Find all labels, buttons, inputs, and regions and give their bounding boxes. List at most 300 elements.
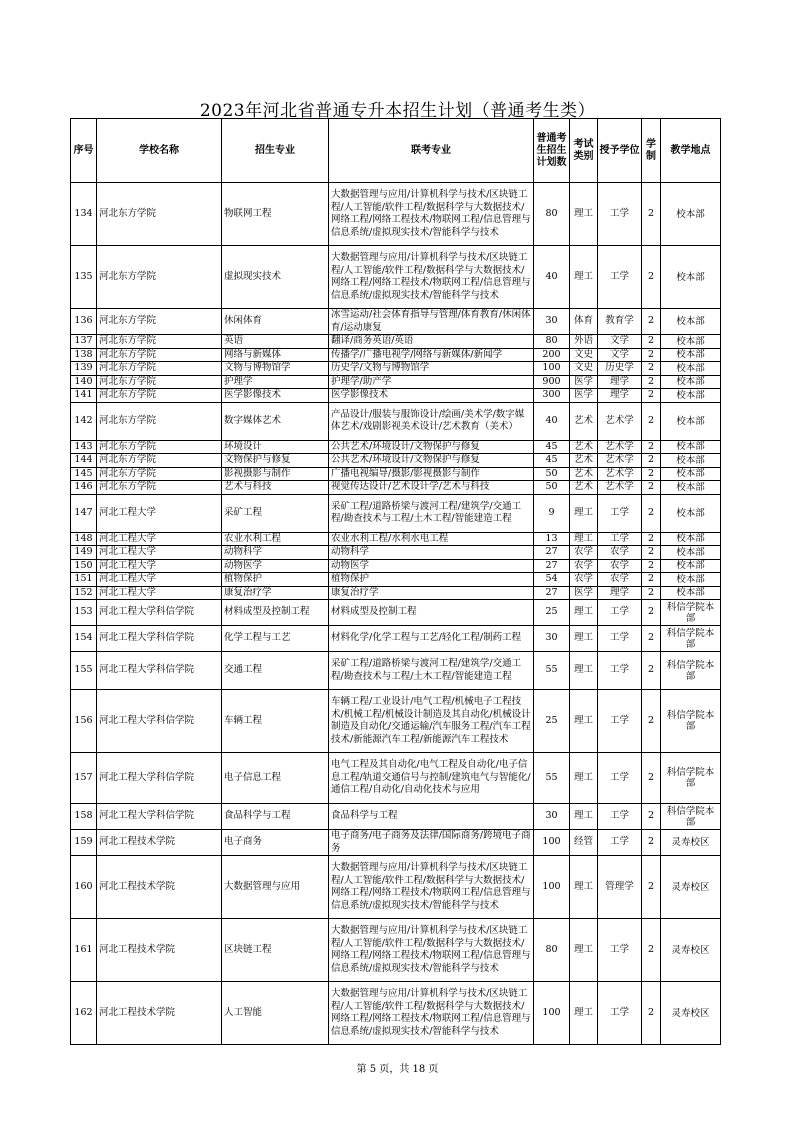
cell-location: 校本部	[661, 440, 721, 454]
cell-exam-category: 医学	[570, 389, 598, 403]
cell-plan-count: 9	[534, 494, 570, 532]
cell-location: 校本部	[661, 246, 721, 309]
cell-plan-count: 45	[534, 454, 570, 468]
cell-exam-majors: 大数据管理与应用/计算机科学与技术/区块链工程/人工智能/软件工程/数据科学与大数据技术/网络工程/网络工程技术/物联网工程/信息管理与信息系统/虚拟现实技术/智能科学与技术	[329, 982, 534, 1045]
cell-degree: 艺术学	[598, 467, 642, 481]
cell-years: 2	[642, 919, 661, 982]
cell-major: 化学工程与工艺	[222, 626, 329, 652]
cell-exam-majors: 广播电视编导/摄影/影视摄影与制作	[329, 467, 534, 481]
cell-exam-majors: 公共艺术/环境设计/文物保护与修复	[329, 440, 534, 454]
page-footer: 第 5 页，共 18 页	[356, 1064, 439, 1075]
cell-no: 153	[71, 600, 97, 626]
cell-major: 动物科学	[222, 546, 329, 560]
cell-years: 2	[642, 546, 661, 560]
cell-years: 2	[642, 335, 661, 349]
cell-location: 灵寿校区	[661, 856, 721, 919]
cell-degree: 农学	[598, 546, 642, 560]
cell-exam-majors: 采矿工程/道路桥梁与渡河工程/建筑学/交通工程/勘查技术与工程/土木工程/智能建造工程	[329, 652, 534, 690]
cell-years: 2	[642, 494, 661, 532]
cell-no: 142	[71, 402, 97, 440]
cell-major: 食品科学与工程	[222, 804, 329, 830]
header-school: 学校名称	[97, 119, 222, 183]
cell-location: 校本部	[661, 309, 721, 335]
cell-school: 河北工程大学	[97, 494, 222, 532]
cell-plan-count: 300	[534, 389, 570, 403]
cell-location: 校本部	[661, 375, 721, 389]
header-years: 学制	[642, 119, 661, 183]
cell-plan-count: 27	[534, 586, 570, 600]
cell-exam-majors: 车辆工程/工业设计/电气工程/机械电子工程技术/机械工程/机械设计制造及其自动化/机械设计制造及自动化/交通运输/汽车服务工程/汽车工程技术/新能源汽车工程/新能源汽车工程技术	[329, 690, 534, 753]
table-row	[71, 600, 721, 626]
header-exam-category: 考试类别	[570, 119, 598, 183]
cell-degree: 艺术学	[598, 481, 642, 495]
cell-exam-category: 理工	[570, 652, 598, 690]
cell-exam-category: 艺术	[570, 481, 598, 495]
cell-years: 2	[642, 559, 661, 573]
cell-location: 校本部	[661, 481, 721, 495]
cell-major: 文物保护与修复	[222, 454, 329, 468]
cell-degree: 工学	[598, 652, 642, 690]
cell-location: 科信学院本部	[661, 600, 721, 626]
cell-no: 146	[71, 481, 97, 495]
cell-years: 2	[642, 830, 661, 856]
cell-degree: 文学	[598, 348, 642, 362]
cell-years: 2	[642, 626, 661, 652]
cell-exam-majors: 大数据管理与应用/计算机科学与技术/区块链工程/人工智能/软件工程/数据科学与大数据技术/网络工程/网络工程技术/物联网工程/信息管理与信息系统/虚拟现实技术/智能科学与技术	[329, 183, 534, 246]
cell-exam-category: 艺术	[570, 402, 598, 440]
cell-plan-count: 50	[534, 481, 570, 495]
table-row	[71, 626, 721, 652]
cell-major: 医学影像技术	[222, 389, 329, 403]
table-row	[71, 753, 721, 804]
cell-exam-category: 艺术	[570, 440, 598, 454]
cell-exam-category: 理工	[570, 919, 598, 982]
cell-major: 动物医学	[222, 559, 329, 573]
cell-years: 2	[642, 856, 661, 919]
cell-no: 140	[71, 375, 97, 389]
cell-no: 147	[71, 494, 97, 532]
cell-no: 155	[71, 652, 97, 690]
cell-no: 141	[71, 389, 97, 403]
cell-exam-category: 文史	[570, 348, 598, 362]
cell-location: 科信学院本部	[661, 626, 721, 652]
table-row	[71, 982, 721, 1045]
cell-exam-majors: 电子商务/电子商务及法律/国际商务/跨境电子商务	[329, 830, 534, 856]
header-degree: 授予学位	[598, 119, 642, 183]
cell-plan-count: 100	[534, 982, 570, 1045]
cell-degree: 艺术学	[598, 440, 642, 454]
cell-plan-count: 30	[534, 804, 570, 830]
table-row	[71, 362, 721, 376]
cell-degree: 农学	[598, 559, 642, 573]
cell-exam-majors: 传播学/广播电视学/网络与新媒体/新闻学	[329, 348, 534, 362]
table-row	[71, 546, 721, 560]
cell-no: 150	[71, 559, 97, 573]
cell-no: 158	[71, 804, 97, 830]
cell-location: 校本部	[661, 532, 721, 546]
header-plan-count: 普通考生招生计划数	[534, 119, 570, 183]
cell-exam-category: 理工	[570, 753, 598, 804]
cell-location: 校本部	[661, 335, 721, 349]
cell-no: 134	[71, 183, 97, 246]
cell-degree: 工学	[598, 804, 642, 830]
cell-school: 河北工程大学科信学院	[97, 626, 222, 652]
cell-exam-majors: 历史学/文物与博物馆学	[329, 362, 534, 376]
cell-major: 护理学	[222, 375, 329, 389]
cell-school: 河北东方学院	[97, 440, 222, 454]
cell-degree: 理学	[598, 586, 642, 600]
cell-plan-count: 55	[534, 753, 570, 804]
cell-exam-category: 农学	[570, 546, 598, 560]
cell-location: 灵寿校区	[661, 919, 721, 982]
table-row	[71, 856, 721, 919]
cell-degree: 工学	[598, 494, 642, 532]
cell-location: 校本部	[661, 389, 721, 403]
cell-exam-majors: 采矿工程/道路桥梁与渡河工程/建筑学/交通工程/勘查技术与工程/土木工程/智能建造工程	[329, 494, 534, 532]
cell-plan-count: 80	[534, 335, 570, 349]
cell-school: 河北工程大学	[97, 586, 222, 600]
cell-exam-category: 理工	[570, 626, 598, 652]
cell-plan-count: 54	[534, 573, 570, 587]
table-row	[71, 309, 721, 335]
cell-plan-count: 80	[534, 919, 570, 982]
cell-school: 河北东方学院	[97, 481, 222, 495]
cell-years: 2	[642, 573, 661, 587]
cell-major: 区块链工程	[222, 919, 329, 982]
cell-school: 河北东方学院	[97, 335, 222, 349]
cell-exam-category: 文史	[570, 362, 598, 376]
table-header-row	[71, 119, 721, 183]
cell-plan-count: 13	[534, 532, 570, 546]
cell-exam-category: 理工	[570, 804, 598, 830]
cell-exam-majors: 植物保护	[329, 573, 534, 587]
cell-years: 2	[642, 532, 661, 546]
cell-years: 2	[642, 467, 661, 481]
cell-degree: 工学	[598, 626, 642, 652]
page-title: 2023年河北省普通专升本招生计划（普通考生类）	[199, 101, 596, 121]
cell-degree: 农学	[598, 573, 642, 587]
table-body	[71, 183, 721, 1045]
cell-exam-category: 医学	[570, 375, 598, 389]
cell-exam-category: 理工	[570, 600, 598, 626]
cell-major: 英语	[222, 335, 329, 349]
cell-no: 148	[71, 532, 97, 546]
cell-no: 139	[71, 362, 97, 376]
cell-no: 162	[71, 982, 97, 1045]
cell-major: 艺术与科技	[222, 481, 329, 495]
cell-no: 144	[71, 454, 97, 468]
cell-school: 河北工程大学	[97, 559, 222, 573]
table-row	[71, 559, 721, 573]
table-row	[71, 246, 721, 309]
cell-major: 虚拟现实技术	[222, 246, 329, 309]
table-row	[71, 454, 721, 468]
cell-no: 145	[71, 467, 97, 481]
table-row	[71, 830, 721, 856]
cell-school: 河北工程技术学院	[97, 856, 222, 919]
cell-location: 校本部	[661, 454, 721, 468]
cell-exam-majors: 护理学/助产学	[329, 375, 534, 389]
cell-years: 2	[642, 309, 661, 335]
cell-school: 河北东方学院	[97, 454, 222, 468]
cell-exam-majors: 大数据管理与应用/计算机科学与技术/区块链工程/人工智能/软件工程/数据科学与大数据技术/网络工程/网络工程技术/物联网工程/信息管理与信息系统/虚拟现实技术/智能科学与技术	[329, 919, 534, 982]
cell-exam-category: 外语	[570, 335, 598, 349]
table-row	[71, 440, 721, 454]
cell-years: 2	[642, 183, 661, 246]
cell-exam-category: 农学	[570, 559, 598, 573]
cell-plan-count: 45	[534, 440, 570, 454]
cell-school: 河北东方学院	[97, 389, 222, 403]
cell-exam-majors: 康复治疗学	[329, 586, 534, 600]
cell-degree: 管理学	[598, 856, 642, 919]
cell-no: 157	[71, 753, 97, 804]
cell-exam-majors: 医学影像技术	[329, 389, 534, 403]
cell-major: 交通工程	[222, 652, 329, 690]
cell-plan-count: 25	[534, 600, 570, 626]
cell-degree: 历史学	[598, 362, 642, 376]
cell-major: 影视摄影与制作	[222, 467, 329, 481]
cell-exam-category: 艺术	[570, 454, 598, 468]
cell-major: 大数据管理与应用	[222, 856, 329, 919]
cell-plan-count: 100	[534, 856, 570, 919]
cell-degree: 工学	[598, 600, 642, 626]
cell-location: 科信学院本部	[661, 804, 721, 830]
table-row	[71, 494, 721, 532]
cell-exam-majors: 电气工程及其自动化/电气工程及自动化/电子信息工程/轨道交通信号与控制/建筑电气与智能化/通信工程/自动化/自动化技术与应用	[329, 753, 534, 804]
table-row	[71, 919, 721, 982]
cell-location: 科信学院本部	[661, 753, 721, 804]
cell-plan-count: 30	[534, 309, 570, 335]
cell-no: 149	[71, 546, 97, 560]
cell-plan-count: 27	[534, 546, 570, 560]
cell-years: 2	[642, 982, 661, 1045]
cell-degree: 工学	[598, 830, 642, 856]
cell-school: 河北工程大学	[97, 546, 222, 560]
cell-years: 2	[642, 804, 661, 830]
cell-no: 143	[71, 440, 97, 454]
header-location: 教学地点	[661, 119, 721, 183]
cell-degree: 理学	[598, 389, 642, 403]
cell-major: 电子信息工程	[222, 753, 329, 804]
cell-plan-count: 100	[534, 362, 570, 376]
cell-location: 科信学院本部	[661, 652, 721, 690]
cell-exam-category: 理工	[570, 532, 598, 546]
cell-exam-category: 经管	[570, 830, 598, 856]
table-row	[71, 532, 721, 546]
cell-degree: 工学	[598, 183, 642, 246]
cell-plan-count: 27	[534, 559, 570, 573]
cell-location: 校本部	[661, 362, 721, 376]
cell-years: 2	[642, 402, 661, 440]
table-row	[71, 804, 721, 830]
cell-exam-majors: 视觉传达设计/艺术设计学/艺术与科技	[329, 481, 534, 495]
cell-years: 2	[642, 440, 661, 454]
cell-school: 河北工程大学科信学院	[97, 600, 222, 626]
cell-location: 校本部	[661, 467, 721, 481]
cell-major: 农业水利工程	[222, 532, 329, 546]
cell-school: 河北工程大学科信学院	[97, 753, 222, 804]
cell-degree: 工学	[598, 753, 642, 804]
cell-degree: 理学	[598, 375, 642, 389]
cell-exam-category: 农学	[570, 573, 598, 587]
cell-degree: 工学	[598, 919, 642, 982]
cell-location: 科信学院本部	[661, 690, 721, 753]
cell-no: 161	[71, 919, 97, 982]
table-row	[71, 467, 721, 481]
cell-school: 河北工程技术学院	[97, 830, 222, 856]
cell-years: 2	[642, 690, 661, 753]
cell-exam-majors: 大数据管理与应用/计算机科学与技术/区块链工程/人工智能/软件工程/数据科学与大数据技术/网络工程/网络工程技术/物联网工程/信息管理与信息系统/虚拟现实技术/智能科学与技术	[329, 856, 534, 919]
table-row	[71, 652, 721, 690]
table-row	[71, 586, 721, 600]
cell-exam-majors: 材料化学/化学工程与工艺/轻化工程/制药工程	[329, 626, 534, 652]
cell-exam-majors: 大数据管理与应用/计算机科学与技术/区块链工程/人工智能/软件工程/数据科学与大数据技术/网络工程/网络工程技术/物联网工程/信息管理与信息系统/虚拟现实技术/智能科学与技术	[329, 246, 534, 309]
cell-degree: 文学	[598, 335, 642, 349]
cell-degree: 工学	[598, 246, 642, 309]
cell-plan-count: 30	[534, 626, 570, 652]
cell-years: 2	[642, 362, 661, 376]
cell-degree: 工学	[598, 532, 642, 546]
table-row	[71, 389, 721, 403]
cell-no: 137	[71, 335, 97, 349]
table-row	[71, 690, 721, 753]
cell-major: 人工智能	[222, 982, 329, 1045]
cell-school: 河北东方学院	[97, 348, 222, 362]
cell-major: 植物保护	[222, 573, 329, 587]
cell-school: 河北东方学院	[97, 467, 222, 481]
header-major: 招生专业	[222, 119, 329, 183]
cell-no: 160	[71, 856, 97, 919]
cell-degree: 工学	[598, 982, 642, 1045]
cell-years: 2	[642, 600, 661, 626]
table-row	[71, 573, 721, 587]
cell-plan-count: 25	[534, 690, 570, 753]
cell-major: 休闲体育	[222, 309, 329, 335]
cell-school: 河北东方学院	[97, 362, 222, 376]
cell-degree: 教育学	[598, 309, 642, 335]
cell-major: 物联网工程	[222, 183, 329, 246]
cell-exam-category: 艺术	[570, 467, 598, 481]
cell-location: 校本部	[661, 402, 721, 440]
enrollment-plan-table	[70, 118, 721, 1045]
cell-school: 河北工程技术学院	[97, 919, 222, 982]
table-row	[71, 481, 721, 495]
cell-location: 校本部	[661, 573, 721, 587]
cell-years: 2	[642, 454, 661, 468]
cell-no: 154	[71, 626, 97, 652]
cell-location: 灵寿校区	[661, 982, 721, 1045]
cell-major: 车辆工程	[222, 690, 329, 753]
cell-plan-count: 200	[534, 348, 570, 362]
cell-years: 2	[642, 652, 661, 690]
cell-exam-category: 理工	[570, 690, 598, 753]
cell-school: 河北工程大学科信学院	[97, 690, 222, 753]
cell-major: 环境设计	[222, 440, 329, 454]
table-row	[71, 183, 721, 246]
cell-degree: 工学	[598, 690, 642, 753]
cell-location: 校本部	[661, 586, 721, 600]
cell-exam-majors: 农业水利工程/水利水电工程	[329, 532, 534, 546]
cell-school: 河北工程大学	[97, 532, 222, 546]
cell-exam-majors: 产品设计/服装与服饰设计/绘画/美术学/数字媒体艺术/戏剧影视美术设计/艺术教育（美术）	[329, 402, 534, 440]
cell-degree: 艺术学	[598, 402, 642, 440]
cell-no: 135	[71, 246, 97, 309]
cell-location: 校本部	[661, 559, 721, 573]
cell-school: 河北东方学院	[97, 309, 222, 335]
cell-school: 河北工程大学科信学院	[97, 804, 222, 830]
table-row	[71, 402, 721, 440]
cell-school: 河北东方学院	[97, 183, 222, 246]
cell-major: 文物与博物馆学	[222, 362, 329, 376]
cell-exam-majors: 材料成型及控制工程	[329, 600, 534, 626]
table-row	[71, 375, 721, 389]
cell-exam-majors: 食品科学与工程	[329, 804, 534, 830]
cell-exam-majors: 公共艺术/环境设计/文物保护与修复	[329, 454, 534, 468]
cell-major: 数字媒体艺术	[222, 402, 329, 440]
cell-exam-category: 医学	[570, 586, 598, 600]
header-no: 序号	[71, 119, 97, 183]
cell-exam-majors: 翻译/商务英语/英语	[329, 335, 534, 349]
table-row	[71, 348, 721, 362]
cell-no: 136	[71, 309, 97, 335]
cell-plan-count: 50	[534, 467, 570, 481]
cell-major: 材料成型及控制工程	[222, 600, 329, 626]
cell-exam-majors: 冰雪运动/社会体育指导与管理/体育教育/休闲体育/运动康复	[329, 309, 534, 335]
cell-location: 灵寿校区	[661, 830, 721, 856]
cell-location: 校本部	[661, 494, 721, 532]
cell-no: 156	[71, 690, 97, 753]
cell-plan-count: 900	[534, 375, 570, 389]
cell-school: 河北工程大学	[97, 573, 222, 587]
cell-exam-category: 理工	[570, 494, 598, 532]
cell-no: 151	[71, 573, 97, 587]
cell-school: 河北东方学院	[97, 375, 222, 389]
cell-years: 2	[642, 375, 661, 389]
table-row	[71, 335, 721, 349]
cell-exam-majors: 动物医学	[329, 559, 534, 573]
cell-plan-count: 40	[534, 402, 570, 440]
cell-school: 河北工程大学科信学院	[97, 652, 222, 690]
cell-school: 河北东方学院	[97, 246, 222, 309]
cell-major: 采矿工程	[222, 494, 329, 532]
header-exam-majors: 联考专业	[329, 119, 534, 183]
cell-degree: 艺术学	[598, 454, 642, 468]
cell-years: 2	[642, 348, 661, 362]
cell-plan-count: 100	[534, 830, 570, 856]
cell-school: 河北东方学院	[97, 402, 222, 440]
cell-plan-count: 80	[534, 183, 570, 246]
cell-exam-category: 体育	[570, 309, 598, 335]
cell-major: 电子商务	[222, 830, 329, 856]
cell-school: 河北工程技术学院	[97, 982, 222, 1045]
cell-exam-category: 理工	[570, 246, 598, 309]
cell-major: 网络与新媒体	[222, 348, 329, 362]
cell-exam-category: 理工	[570, 982, 598, 1045]
cell-years: 2	[642, 481, 661, 495]
cell-location: 校本部	[661, 183, 721, 246]
cell-location: 校本部	[661, 348, 721, 362]
cell-years: 2	[642, 246, 661, 309]
cell-plan-count: 40	[534, 246, 570, 309]
cell-years: 2	[642, 389, 661, 403]
cell-exam-category: 理工	[570, 183, 598, 246]
cell-location: 校本部	[661, 546, 721, 560]
cell-exam-category: 理工	[570, 856, 598, 919]
cell-no: 152	[71, 586, 97, 600]
cell-major: 康复治疗学	[222, 586, 329, 600]
cell-plan-count: 55	[534, 652, 570, 690]
cell-years: 2	[642, 586, 661, 600]
